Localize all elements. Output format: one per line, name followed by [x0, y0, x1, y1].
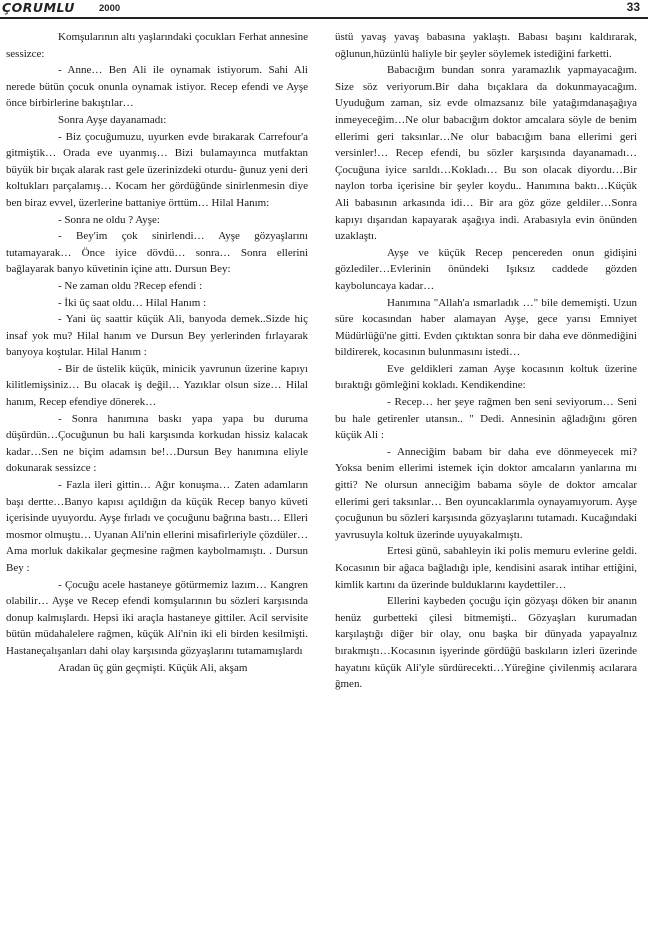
paragraph: - Bir de üstelik küçük, minicik yavrunun üzerine kapıyı kilitlemişsiniz… Bu olacak iş değil… Yazıklar olsun size… Hilal hanım, Recep efendiye dönerek…: [6, 362, 308, 409]
paragraph: - Bey'im çok sinirlendi… Ayşe gözyaşlarını tutamayarak… Önce iyice dövdü… sonra… Sonra ellerini bağlayarak banyo küvetinin içine attı. Dursun Bey:: [6, 230, 308, 276]
paragraph: - Anneciğim babam bir daha eve dönmeyecek mi? Yoksa benim ellerimi istemek için doktor amcaların yanlarına mı gitti? Ne olursun anneciğim babama söyle de doktor amcalar ellerimi geri taksınlar… Ben oyuncaklarımla oynayamıyorum. Ayşe çocuğunun bu sözleri karşısında gözyaşlarını tutamadı. Kucağındaki yavrusuyla koltuk üzerinde uyuyakalmıştı.: [335, 445, 637, 541]
paragraph: Babacığım bundan sonra yaramazlık yapmayacağım. Size söz veriyorum.Bir daha bıçaklara da dokunmayacağım. Uyuduğum zaman, siz evde olmazsanız bile yatağımdanaşağıya inmeyeceğim…Ne olur babacığım doktor amcalara söyle de benim ellerimi geri taksınlar…Ne olur babacığım bana ellerimi geri versinler!… Recep efendi, bu sözler karşısında dayanamadı…Çocuğuna iyice sarıldı…Kokladı… Bu son olacak diyordu…Bir naylon torba içerisine bir şeyler koydu.. Hanımına baktı…Küçük Ali babasının arkasında idi… Bir ara göz göze geldiler…Sonra kapıyı dışarıdan kapayarak aşağıya indi. Arabasıyla evin önünden uzaklaştı.: [335, 64, 637, 243]
paragraph: - Yani üç saattir küçük Ali, banyoda demek..Sizde hiç insaf yok mu? Hilal hanım ve Dursun Bey yerlerinden fırlayarak banyoya koştular. Hilal Hanım :: [6, 313, 308, 359]
header-rule: [0, 17, 648, 19]
paragraph: Ertesi günü, sabahleyin iki polis memuru evlerine geldi. Kocasının bir ağaca bağladığı iple, kendisini asarak intihar ettiğini, kimlik kartını da üzerinde bulduklarını kaydettiler…: [335, 545, 637, 591]
paragraph: Sonra Ayşe dayanamadı:: [58, 113, 167, 126]
paragraph: - İki üç saat oldu… Hilal Hanım :: [58, 296, 207, 309]
publication-year: 2000: [99, 3, 121, 14]
paragraph: - Recep… her şeye rağmen ben seni seviyorum… Seni bu hale getirenler utansın.. " Dedi. Annesinin ağladığını gören küçük Ali :: [335, 396, 637, 442]
paragraph: - Sonra hanımına baskı yapa yapa bu duruma düşürdün…Çocuğunun bu hali karşısında korkudan hissiz kalacak kadar…Sen ne biçim adamsın be!…Dursun Bey hanımına eliyle dokunarak sessizce :: [6, 412, 308, 475]
left-column: [6, 29, 308, 934]
paragraph: Hanımına "Allah'a ısmarladık …" bile dememişti. Uzun süre kocasından haber alamayan Ayşe, gece yarısı Emniyet Müdürlüğü'ne gitti. Evden çıktıktan sonra bir daha eve dönmediğini bildirerek, kocasının bulunmasını istedi…: [335, 296, 637, 359]
paragraph: Komşularının altı yaşlarındaki çocukları Ferhat annesine sessizce:: [6, 31, 308, 60]
paragraph: üstü yavaş yavaş babasına yaklaştı. Babası başını kaldırarak, oğlunun,hüzünlü haliyle bir şeyler söylemek istediğini farketti.: [335, 31, 637, 60]
paragraph: - Fazla ileri gittin… Ağır konuşma… Zaten adamların başı dertte…Banyo kapısı açıldığın da küçük Recep banyo küveti içerisinde uyuyordu. Ayşe fırladı ve çocuğunu bağrına bastı… Elleri mosmor olmuştu… Uyanan Ali'nin ellerini misafirleriyle çözdüler… Ama morluk dakikalar geçmesine rağmen kaybolmamıştı. . Dursun Bey :: [6, 479, 308, 574]
paragraph: Eve geldikleri zaman Ayşe kocasının koltuk üzerine bıraktığı gömleğini kokladı. Kendikendine:: [335, 362, 637, 392]
paragraph: - Ne zaman oldu ?Recep efendi :: [58, 279, 203, 292]
paragraph: Ayşe ve küçük Recep pencereden onun gidişini gözlediler…Evlerinin önündeki Işıksız caddede gözden kayboluncaya kadar…: [335, 246, 637, 292]
page-header: [0, 0, 648, 20]
paragraph: Ellerini kaybeden çocuğu için gözyaşı döken bir ananın henüz gurbetteki çilesi bitmemişti.. Gözyaşları kurumadan karşılaştığı diğer bir olay, onu başka bir dünyada yapayalnız bırakmıştı…Kocasının işyerinde gördüğü baskıların izleri üzerinde hayatını küçük Ali'yle sürdürecekti…Yüreğine çivilenmiş acılarara ğmen.: [335, 595, 637, 691]
paragraph: - Anne… Ben Ali ile oynamak istiyorum. Sahi Ali nerede bütün çocuk onunla oynamak istiyor. Recep efendi ve Ayşe önce birbirlerine bakıştılar…: [6, 64, 308, 110]
page-number: 33: [626, 0, 640, 14]
paragraph: Aradan üç gün geçmişti. Küçük Ali, akşam: [58, 661, 248, 674]
paragraph: - Çocuğu acele hastaneye götürmemiz lazım… Kangren olabilir… Ayşe ve Recep efendi komşularının bu sözleri karşısında donup kalmışlardı. Hepsi iki araçla hastaneye gittiler. Acil servisite bütün müdahalelere rağmen, küçük Ali'nin iki eli birden kesilmişti. Hastaneçalışanları dahi olay karşısında gözyaşlarını tutamamışlardı: [6, 578, 308, 657]
publication-logo: ÇORUMLU: [2, 0, 75, 15]
right-column: [335, 29, 637, 934]
paragraph: - Sonra ne oldu ? Ayşe:: [58, 213, 160, 226]
paragraph: - Biz çocuğumuzu, uyurken evde bırakarak Carrefour'a gitmiştik… Orada eve uyanmış… Bizi bulamayınca mutfaktan büyük bir bıçak alarak rast gele üzerinizdeki oturdu- ğunuz yeni deri koltukları parçalamış… Kocam her gördüğünde sinirlenmesin diye ben biraz evvel, üzerlerine battaniye örttüm… Hilal Hanım:: [6, 130, 308, 209]
